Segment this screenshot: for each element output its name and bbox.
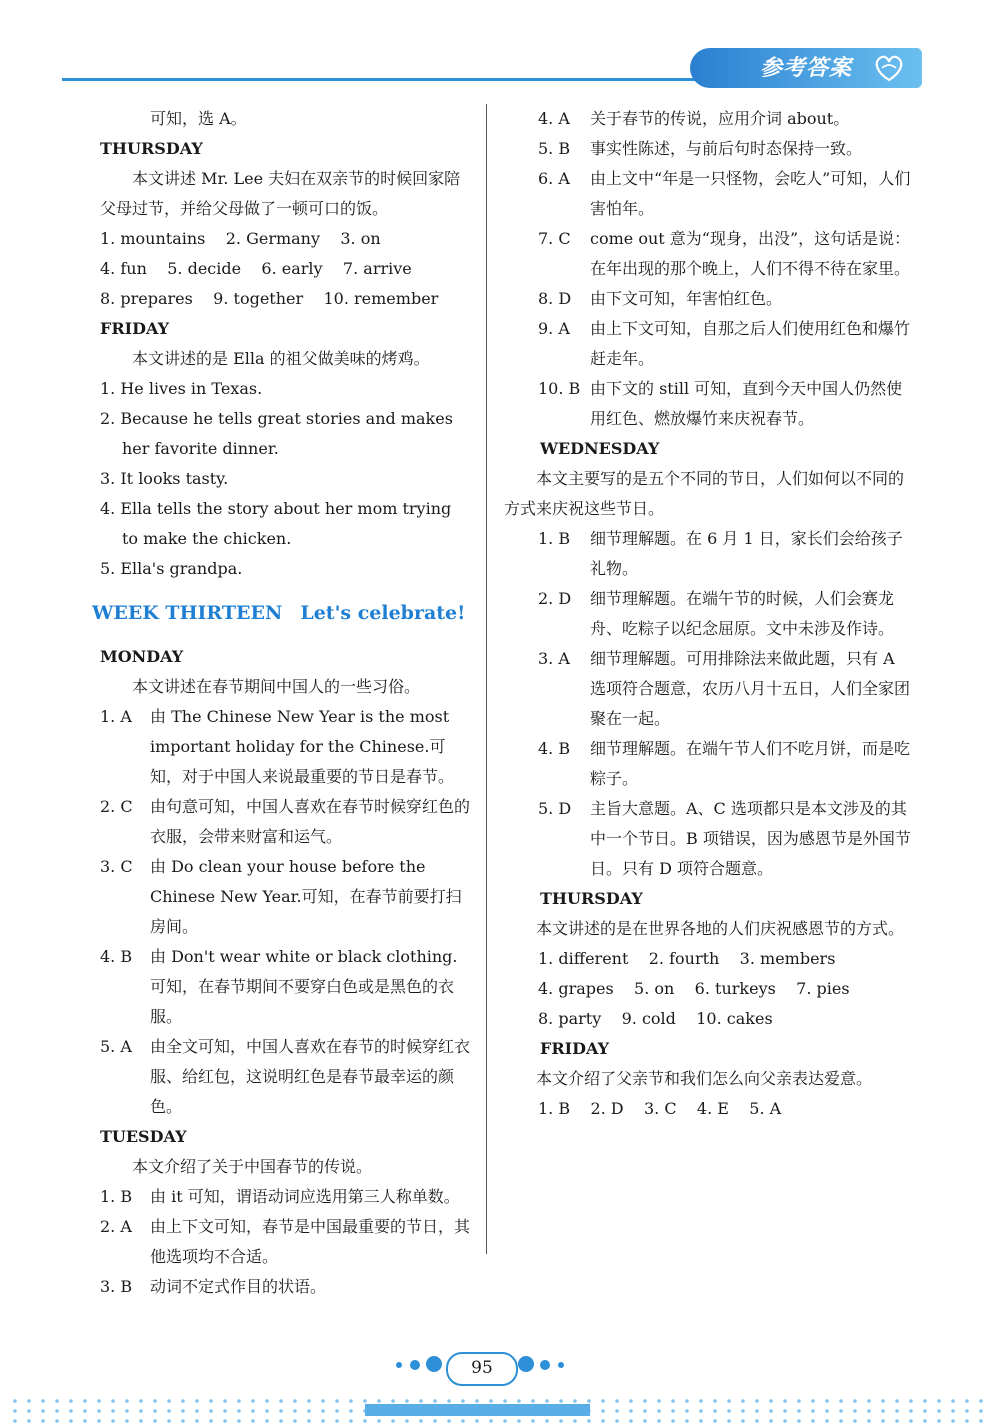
answer-item (504, 584, 912, 644)
answer-item: 1. He lives in Texas. (100, 379, 263, 398)
answer-explanation: 动词不定式作目的状语。 (150, 1277, 327, 1296)
answer-explanation: 由上文中“年是一只怪物，会吃人”可知，人们害怕年。 (590, 169, 911, 218)
answer-row: 1. different 2. fourth 3. members (538, 949, 836, 968)
continued-text: 可知，选 A。 (150, 109, 247, 128)
footer-dot (396, 1362, 402, 1368)
answer-item (504, 734, 912, 794)
answer-explanation: 由 Do clean your house before the Chinese New Year.可知，在春节前要打扫房间。 (150, 857, 462, 936)
footer-band (365, 1404, 590, 1416)
answer-explanation: 主旨大意题。A、C 选项都只是本文涉及的其中一个节日。B 项错误，因为感恩节是外国节日。只有 D 项符合题意。 (590, 799, 911, 878)
answer-explanation: come out 意为“现身，出没”，这句话是说：在年出现的那个晚上，人们不得不待在家里。 (590, 229, 911, 278)
answer-item (100, 702, 470, 792)
answer-key: 2. C (100, 797, 133, 816)
answer-row: 4. grapes 5. on 6. turkeys 7. pies (538, 979, 850, 998)
answer-key: 1. B (100, 1187, 133, 1206)
answer-explanation: 由上下文可知，自那之后人们使用红色和爆竹赶走年。 (590, 319, 911, 368)
answer-explanation: 细节理解题。在 6 月 1 日，家长们会给孩子礼物。 (590, 529, 903, 578)
footer-dot (540, 1360, 550, 1370)
answer-item (504, 104, 912, 134)
answer-explanation: 关于春节的传说，应用介词 about。 (590, 109, 850, 128)
footer-dot (518, 1356, 534, 1372)
summary-wednesday: 本文主要写的是五个不同的节日，人们如何以不同的方式来庆祝这些节日。 (504, 469, 905, 518)
answer-explanation: 由句意可知，中国人喜欢在春节时候穿红色的衣服，会带来财富和运气。 (150, 797, 471, 846)
answer-explanation: 由 it 可知，谓语动词应选用第三人称单数。 (150, 1187, 460, 1206)
answer-item (504, 524, 912, 584)
answer-key: 8. D (538, 289, 572, 308)
answer-item (100, 852, 470, 942)
answer-item (504, 644, 912, 734)
answer-key: 5. A (100, 1037, 132, 1056)
day-heading-monday: MONDAY (100, 647, 184, 666)
left-column (92, 104, 471, 1302)
day-heading-thursday: THURSDAY (540, 889, 643, 908)
answer-item (100, 1032, 470, 1122)
week-title: WEEK THIRTEEN (92, 602, 283, 624)
answer-key: 9. A (538, 319, 570, 338)
answer-row: 8. party 9. cold 10. cakes (538, 1009, 773, 1028)
day-heading-thursday: THURSDAY (100, 139, 203, 158)
answer-key: 5. B (538, 139, 571, 158)
summary-friday: 本文介绍了父亲节和我们怎么向父亲表达爱意。 (536, 1069, 873, 1088)
answer-explanation: 细节理解题。在端午节人们不吃月饼，而是吃粽子。 (590, 739, 911, 788)
answer-row: 1. mountains 2. Germany 3. on (100, 229, 381, 248)
answer-item (504, 374, 912, 434)
answer-explanation: 事实性陈述，与前后句时态保持一致。 (590, 139, 863, 158)
answer-item (504, 284, 912, 314)
answer-explanation: 细节理解题。可用排除法来做此题，只有 A 选项符合题意，农历八月十五日，人们全家团聚在一起。 (590, 649, 911, 728)
right-column (504, 104, 912, 1124)
answer-item (504, 794, 912, 884)
answer-key: 2. D (538, 589, 572, 608)
column-divider (486, 104, 487, 1254)
answer-key: 7. C (538, 229, 571, 248)
answer-key: 3. C (100, 857, 133, 876)
answer-explanation: 由 Don't wear white or black clothing.可知，在春节期间不要穿白色或是黑色的衣服。 (150, 947, 458, 1026)
answer-row: 4. fun 5. decide 6. early 7. arrive (100, 259, 412, 278)
answer-key: 1. B (538, 529, 571, 548)
answer-key: 4. B (538, 739, 571, 758)
leaf-heart-icon (872, 52, 906, 84)
answer-item (100, 792, 470, 852)
answer-item (100, 942, 470, 1032)
week-subtitle: Let's celebrate! (300, 602, 466, 624)
answer-item (504, 164, 912, 224)
answer-item: 5. Ella's grandpa. (100, 559, 243, 578)
answer-item: 2. Because he tells great stories and makes her favorite dinner. (100, 409, 453, 458)
answer-key: 3. A (538, 649, 570, 668)
answer-key: 5. D (538, 799, 572, 818)
header-title: 参考答案 (760, 56, 853, 81)
day-heading-tuesday: TUESDAY (100, 1127, 187, 1146)
answer-key: 1. A (100, 707, 132, 726)
summary-thursday: 本文讲述的是在世界各地的人们庆祝感恩节的方式。 (536, 919, 905, 938)
answer-item: 3. It looks tasty. (100, 469, 229, 488)
day-heading-friday: FRIDAY (100, 319, 170, 338)
answer-row: 8. prepares 9. together 10. remember (100, 289, 439, 308)
footer-dot (410, 1360, 420, 1370)
day-heading-friday: FRIDAY (540, 1039, 610, 1058)
answer-key: 10. B (538, 379, 581, 398)
answer-key: 2. A (100, 1217, 132, 1236)
week-heading (92, 598, 470, 628)
footer-dot (558, 1362, 564, 1368)
summary-tuesday: 本文介绍了关于中国春节的传说。 (132, 1157, 373, 1176)
header-rule (62, 78, 702, 81)
answer-explanation: 由 The Chinese New Year is the most important holiday for the Chinese.可知，对于中国人来说最重要的节日是春节。 (150, 707, 455, 786)
answer-key: 3. B (100, 1277, 133, 1296)
answer-explanation: 细节理解题。在端午节的时候，人们会赛龙舟、吃粽子以纪念屈原。文中未涉及作诗。 (590, 589, 895, 638)
summary-friday: 本文讲述的是 Ella 的祖父做美味的烤鸡。 (132, 349, 430, 368)
answer-item (100, 1272, 470, 1302)
answer-key: 4. B (100, 947, 133, 966)
answer-row: 1. B 2. D 3. C 4. E 5. A (538, 1099, 782, 1118)
answer-item (504, 224, 912, 284)
answer-item (100, 1182, 470, 1212)
answer-item: 4. Ella tells the story about her mom trying to make the chicken. (100, 499, 452, 548)
summary-thursday: 本文讲述 Mr. Lee 夫妇在双亲节的时候回家陪父母过节，并给父母做了一顿可口的饭。 (100, 169, 461, 218)
answer-item (504, 134, 912, 164)
answer-key: 6. A (538, 169, 570, 188)
answer-item (100, 1212, 470, 1272)
answer-explanation: 由下文的 still 可知，直到今天中国人仍然使用红色、燃放爆竹来庆祝春节。 (590, 379, 903, 428)
footer-dot (426, 1356, 442, 1372)
answer-explanation: 由上下文可知，春节是中国最重要的节日，其他选项均不合适。 (150, 1217, 471, 1266)
answer-item (504, 314, 912, 374)
summary-monday: 本文讲述在春节期间中国人的一些习俗。 (132, 677, 421, 696)
day-heading-wednesday: WEDNESDAY (540, 439, 660, 458)
answer-key: 4. A (538, 109, 570, 128)
answer-explanation: 由全文可知，中国人喜欢在春节的时候穿红衣服、给红包，这说明红色是春节最幸运的颜色。 (150, 1037, 471, 1116)
page-number: 95 (446, 1352, 518, 1386)
answer-explanation: 由下文可知，年害怕红色。 (590, 289, 783, 308)
